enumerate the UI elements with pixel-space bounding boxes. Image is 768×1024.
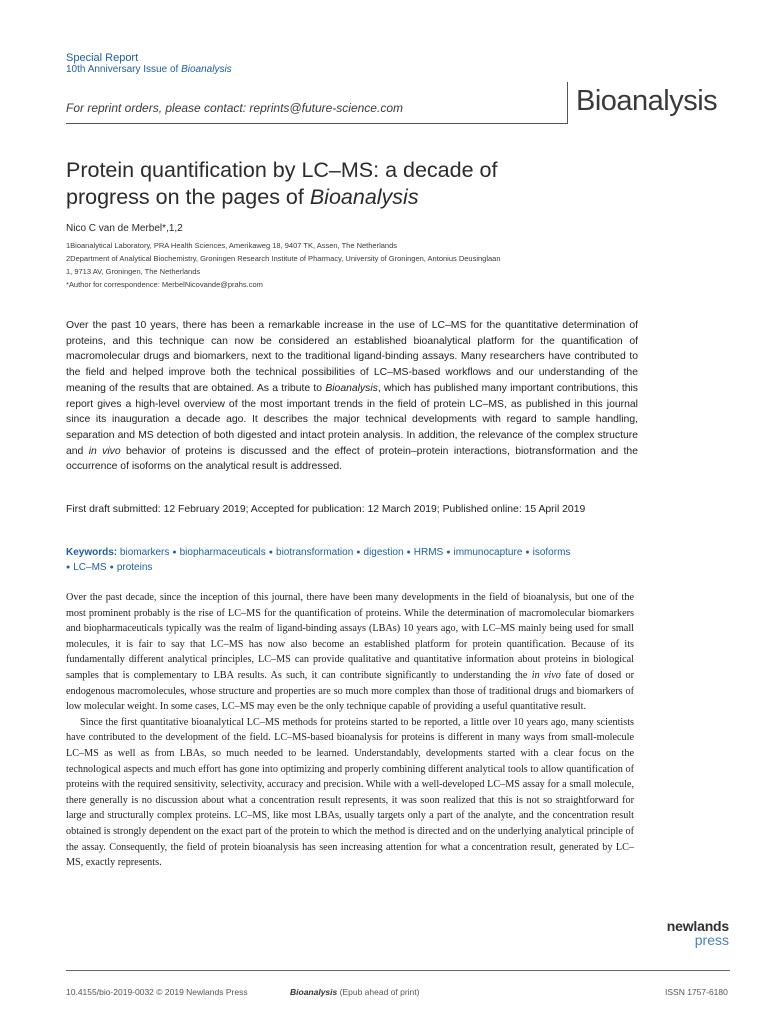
bullet-icon: ● — [66, 564, 71, 572]
footer-journal: Bioanalysis (Epub ahead of print) — [290, 987, 420, 997]
bullet-icon: ● — [268, 549, 274, 556]
footer-doi: 10.4155/bio-2019-0032 © 2019 Newlands Press — [66, 987, 248, 997]
affiliations — [66, 239, 586, 291]
footer-divider — [66, 970, 730, 971]
article-title: Protein quantification by LC–MS: a decade of progress on the pages of Bioanalysis — [66, 158, 498, 209]
affiliation-2: 2Department of Analytical Biochemistry, Groningen Research Institute of Pharmacy, University of Groningen, Antonius Deusinglaan — [66, 254, 501, 263]
keywords — [66, 545, 646, 575]
keyword-link[interactable]: isoforms — [532, 547, 571, 559]
keyword-link[interactable]: biotransformation — [276, 547, 354, 559]
bullet-icon: ● — [356, 549, 361, 556]
publisher-logo: newlands press — [666, 918, 729, 948]
issue-label: 10th Anniversary Issue of Bioanalysis — [66, 64, 232, 75]
author-line: Nico C van de Merbel*,1,2 — [66, 223, 183, 234]
body-text — [66, 590, 634, 871]
keyword-link[interactable]: biopharmaceuticals — [179, 547, 266, 559]
header-divider — [66, 123, 568, 124]
body-paragraph-1: Over the past decade, since the inception of this journal, there have been many developments in the field of bioanalysis, but one of the most prominent probably is the rise of LC–MS for the quantification of proteins. While the determination of macromolecular biomarkers and biopharmaceuticals typically was the realm of ligand-binding assays (LBAs) 10 years ago, with LC–MS mainly being used for small molecules, it is fair to say that LC–MS has now also become an established platform for protein quantification. Because of its fundamentally different analytical principles, LC–MS can provide qualitative and quantitative information about proteins in biological samples that is complementary to LBA results. As such, it can contribute significantly to understanding the in vivo fate of dosed or endogenous macromolecules, whose structure and properties are so much more complex than those of traditional drugs and biomarkers of low molecular weight. In some cases, LC–MS may even be the only technique capable of providing a useful quantitative result. — [66, 592, 634, 713]
body-paragraph-2: Since the first quantitative bioanalytical LC–MS methods for proteins started to be reported, a little over 10 years ago, many scientists have contributed to the development of the field. LC–MS-based bioanalysis for proteins is different in many ways from small-molecule LC–MS as well as from LBAs, so much needed to be learned. Understandably, developments started with a clear focus on the technological aspects and much effort has gone into optimizing and properly combining different analytical tools to allow quantification of proteins with the required sensitivity, selectivity, accuracy and precision. While with a well-developed LC–MS assay for a small molecule, there generally is no discussion about what a concentration result represents, it was soon realized that this is not so straightforward for large and structurally complex proteins. LC–MS, like most LBAs, usually targets only a part of the analyte, and the concentration result obtained is strongly dependent on the exact part of the protein to which the method is directed and on the underlying analytical principle of the assay. Consequently, the field of protein bioanalysis has seen increasing attention for what a concentration result, generated by LC–MS, exactly represents. — [66, 716, 634, 869]
bullet-icon: ● — [172, 549, 177, 556]
keyword-link[interactable]: digestion — [363, 547, 404, 559]
affiliation-1: 1Bioanalytical Laboratory, PRA Health Sciences, Amerikaweg 18, 9407 TK, Assen, The Netherlands — [66, 241, 398, 250]
publication-dates: First draft submitted: 12 February 2019; Accepted for publication: 12 March 2019; Published online: 15 April 2019 — [66, 504, 586, 515]
keyword-link[interactable]: proteins — [116, 562, 153, 574]
bullet-icon: ● — [109, 564, 114, 572]
reprint-contact: For reprint orders, please contact: reprints@future-science.com — [66, 101, 403, 115]
affiliation-2-cont: 1, 9713 AV, Groningen, The Netherlands — [66, 267, 201, 276]
special-report-header — [66, 52, 232, 75]
special-report-label: Special Report — [66, 52, 139, 64]
bullet-icon: ● — [525, 549, 530, 556]
logo-divider — [567, 82, 568, 124]
keyword-link[interactable]: HRMS — [413, 547, 444, 559]
keyword-link[interactable]: biomarkers — [119, 547, 170, 559]
keyword-link[interactable]: LC–MS — [73, 562, 107, 574]
journal-logo: Bioanalysis — [576, 85, 718, 117]
footer-issn: ISSN 1757-6180 — [665, 987, 728, 997]
keywords-label: Keywords: — [66, 547, 118, 559]
keyword-link[interactable]: immunocapture — [453, 547, 523, 559]
bullet-icon: ● — [406, 549, 411, 556]
bullet-icon: ● — [446, 549, 451, 556]
correspondence: *Author for correspondence: MerbelNicovande@prahs.com — [66, 280, 263, 289]
abstract: Over the past 10 years, there has been a remarkable increase in the use of LC–MS for the quantitative determination of proteins, and this technique can now be considered an established bioanalytical platform for the quantification of macromolecular drugs and biomarkers, next to the traditional ligand-binding assays. Many researchers have contributed to the field and helped improve both the technical possibilities of LC–MS-based workflows and our understanding of the meaning of the results that are obtained. As a tribute to Bioanalysis, which has published many important contributions, this report gives a high-level overview of the most important trends in the field of protein LC–MS, as published in this journal since its inauguration a decade ago. It describes the major technical developments with regard to sample handling, separation and MS detection of both digested and intact protein analysis. In addition, the relevance of the complex structure and in vivo behavior of proteins is discussed and the effect of protein–protein interactions, biotransformation and the occurrence of isoforms on the analytical result is addressed. — [66, 320, 639, 473]
